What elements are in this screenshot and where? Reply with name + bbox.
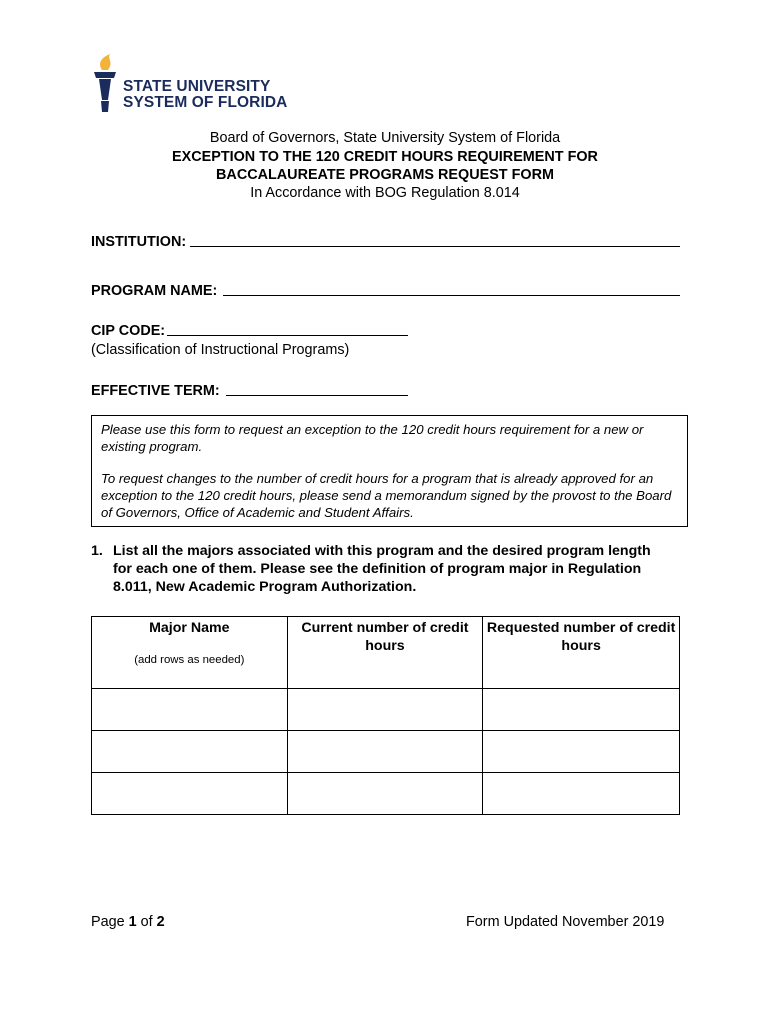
- institution-label: INSTITUTION:: [91, 234, 187, 250]
- question-number: 1.: [91, 543, 103, 559]
- table-row: [92, 731, 680, 773]
- page-prefix: Page: [91, 914, 125, 930]
- institution-field[interactable]: [190, 246, 680, 247]
- instructions-para-1: Please use this form to request an exception to the 120 credit hours requirement for a new or existing program.: [101, 422, 644, 454]
- cip-code-field[interactable]: [167, 335, 408, 336]
- add-rows-note: (add rows as needed): [134, 654, 245, 666]
- table-header-row: [92, 617, 680, 689]
- table-cell[interactable]: [92, 731, 288, 773]
- table-cell[interactable]: [92, 689, 288, 731]
- page-total: 2: [156, 914, 165, 930]
- header-current-credit-hours: Current number of credit hours: [287, 617, 483, 689]
- header-major-name: [92, 617, 288, 689]
- instructions-box: [91, 415, 688, 527]
- table-row: [92, 689, 680, 731]
- question-text: List all the majors associated with this program and the desired program length for each one of them. Please see the definition of program major in Regulation 8.011, New Academic Program Authorization.: [113, 543, 651, 595]
- table-cell[interactable]: [483, 689, 680, 731]
- logo-text-line1: STATE UNIVERSITY: [123, 78, 271, 95]
- program-name-label: PROGRAM NAME:: [91, 283, 218, 299]
- form-title-line1: EXCEPTION TO THE 120 CREDIT HOURS REQUIREMENT FOR: [172, 149, 598, 165]
- effective-term-field[interactable]: [226, 395, 408, 396]
- page-current: 1: [128, 914, 137, 930]
- table-cell[interactable]: [92, 773, 288, 815]
- program-name-field[interactable]: [223, 295, 680, 296]
- suf-logo-torch-icon: [88, 54, 120, 116]
- majors-table: [91, 616, 680, 815]
- cip-note: (Classification of Instructional Programs): [91, 342, 350, 358]
- table-cell[interactable]: [287, 731, 483, 773]
- logo-text-line2: SYSTEM OF FLORIDA: [123, 94, 288, 111]
- question-1: [91, 542, 671, 596]
- regulation-subtitle: In Accordance with BOG Regulation 8.014: [250, 185, 520, 201]
- table-cell[interactable]: [483, 773, 680, 815]
- form-title-line2: BACCALAUREATE PROGRAMS REQUEST FORM: [216, 167, 554, 183]
- cip-code-label: CIP CODE:: [91, 323, 166, 339]
- table-cell[interactable]: [483, 731, 680, 773]
- table-cell[interactable]: [287, 773, 483, 815]
- header-requested-credit-hours: Requested number of credit hours: [483, 617, 680, 689]
- page-of: of: [140, 914, 153, 930]
- page-number: [91, 913, 165, 931]
- table-row: [92, 773, 680, 815]
- table-cell[interactable]: [287, 689, 483, 731]
- header-major-name-label: Major Name: [149, 620, 230, 636]
- board-heading: Board of Governors, State University System of Florida: [209, 130, 561, 146]
- instructions-para-2: To request changes to the number of credit hours for a program that is already approved for an exception to the 120 credit hours, please send a memorandum signed by the provost to the Board of Governors, Office of Academic and Student Affairs.: [101, 471, 672, 520]
- effective-term-label: EFFECTIVE TERM:: [91, 383, 220, 399]
- form-updated-date: Form Updated November 2019: [466, 914, 665, 930]
